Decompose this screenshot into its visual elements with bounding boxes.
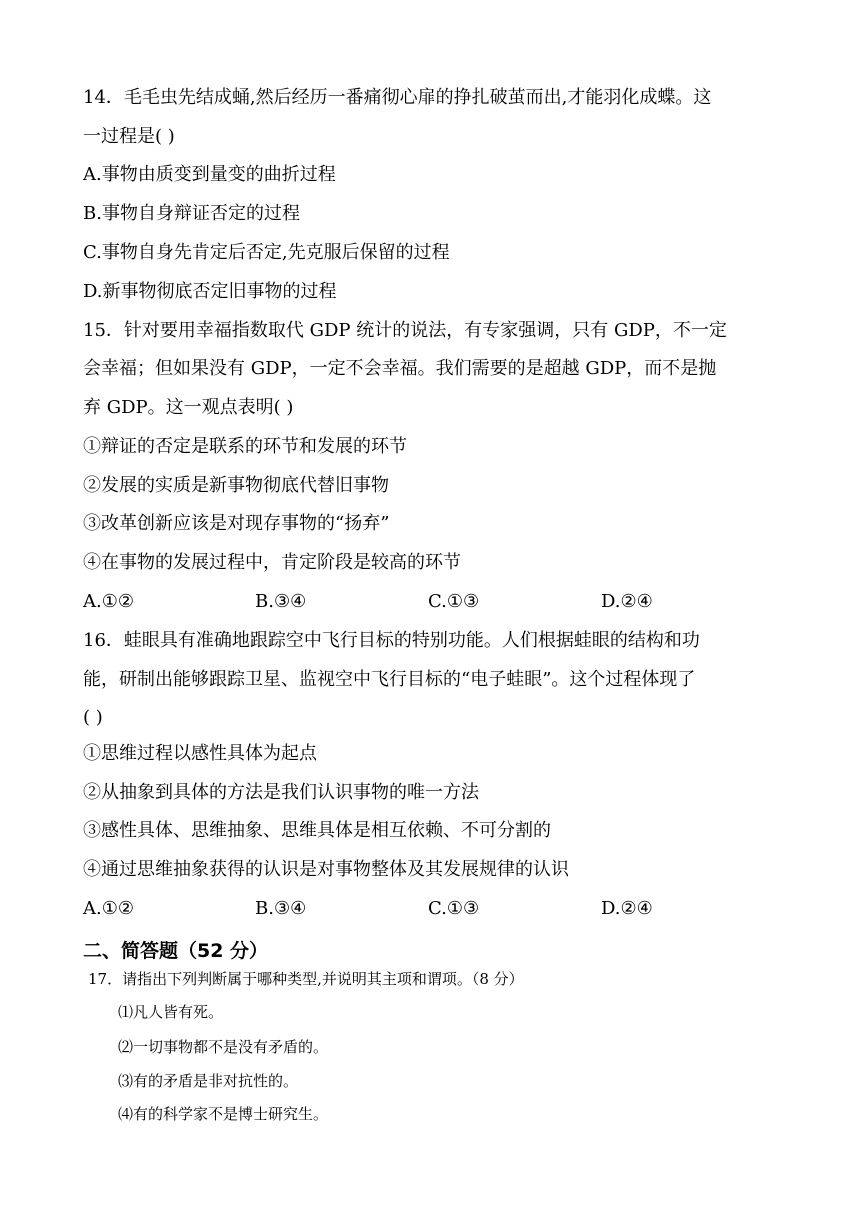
q14-option-c: C.事物自身先肯定后否定,先克服后保留的过程 xyxy=(83,242,450,263)
q14-stem-line-2: 一过程是( ) xyxy=(83,126,175,147)
q14-option-a: A.事物由质变到量变的曲折过程 xyxy=(83,164,336,185)
q17-item-1: ⑴凡人皆有死。 xyxy=(118,1003,224,1021)
q15-stem-line-3: 弃 GDP。这一观点表明( ) xyxy=(83,397,294,418)
q17-stem: 17．请指出下列判断属于哪种类型,并说明其主项和谓项。（8 分） xyxy=(88,970,524,988)
q16-item-2: ②从抽象到具体的方法是我们认识事物的唯一方法 xyxy=(83,782,479,803)
q15-choice-a: A.①② xyxy=(83,591,134,612)
q16-item-4: ④通过思维抽象获得的认识是对事物整体及其发展规律的认识 xyxy=(83,859,569,880)
q14-option-b: B.事物自身辩证否定的过程 xyxy=(83,203,300,224)
q15-choice-c: C.①③ xyxy=(428,591,480,612)
q16-choice-d: D.②④ xyxy=(601,898,653,919)
q17-item-2: ⑵一切事物都不是没有矛盾的。 xyxy=(118,1038,329,1056)
q15-item-1: ①辩证的否定是联系的环节和发展的环节 xyxy=(83,436,407,457)
q16-choice-b: B.③④ xyxy=(255,898,307,919)
q15-stem-line-1: 15．针对要用幸福指数取代 GDP 统计的说法，有专家强调，只有 GDP，不一定 xyxy=(83,320,727,341)
q15-choices xyxy=(83,589,783,615)
q14-stem-line-1: 14．毛毛虫先结成蛹,然后经历一番痛彻心扉的挣扎破茧而出,才能羽化成蝶。这 xyxy=(83,87,712,108)
section-heading: 二、简答题（52 分） xyxy=(83,940,269,962)
q16-item-1: ①思维过程以感性具体为起点 xyxy=(83,743,317,764)
q17-item-3: ⑶有的矛盾是非对抗性的。 xyxy=(118,1072,299,1090)
q16-stem-line-3: ( ) xyxy=(83,707,103,728)
q16-choices xyxy=(83,896,783,922)
q15-item-4: ④在事物的发展过程中，肯定阶段是较高的环节 xyxy=(83,552,461,573)
q16-choice-c: C.①③ xyxy=(428,898,480,919)
q16-stem-line-2: 能，研制出能够跟踪卫星、监视空中飞行目标的“电子蛙眼”。这个过程体现了 xyxy=(83,669,696,690)
q16-stem-line-1: 16．蛙眼具有准确地跟踪空中飞行目标的特别功能。人们根据蛙眼的结构和功 xyxy=(83,630,700,651)
q14-option-d: D.新事物彻底否定旧事物的过程 xyxy=(83,281,337,302)
q15-item-2: ②发展的实质是新事物彻底代替旧事物 xyxy=(83,475,389,496)
q15-item-3: ③改革创新应该是对现存事物的“扬弃” xyxy=(83,513,390,534)
q15-stem-line-2: 会幸福；但如果没有 GDP，一定不会幸福。我们需要的是超越 GDP，而不是抛 xyxy=(83,358,717,379)
q16-item-3: ③感性具体、思维抽象、思维具体是相互依赖、不可分割的 xyxy=(83,820,551,841)
q17-item-4: ⑷有的科学家不是博士研究生。 xyxy=(118,1105,329,1123)
q16-choice-a: A.①② xyxy=(83,898,134,919)
q15-choice-d: D.②④ xyxy=(601,591,653,612)
q15-choice-b: B.③④ xyxy=(255,591,307,612)
